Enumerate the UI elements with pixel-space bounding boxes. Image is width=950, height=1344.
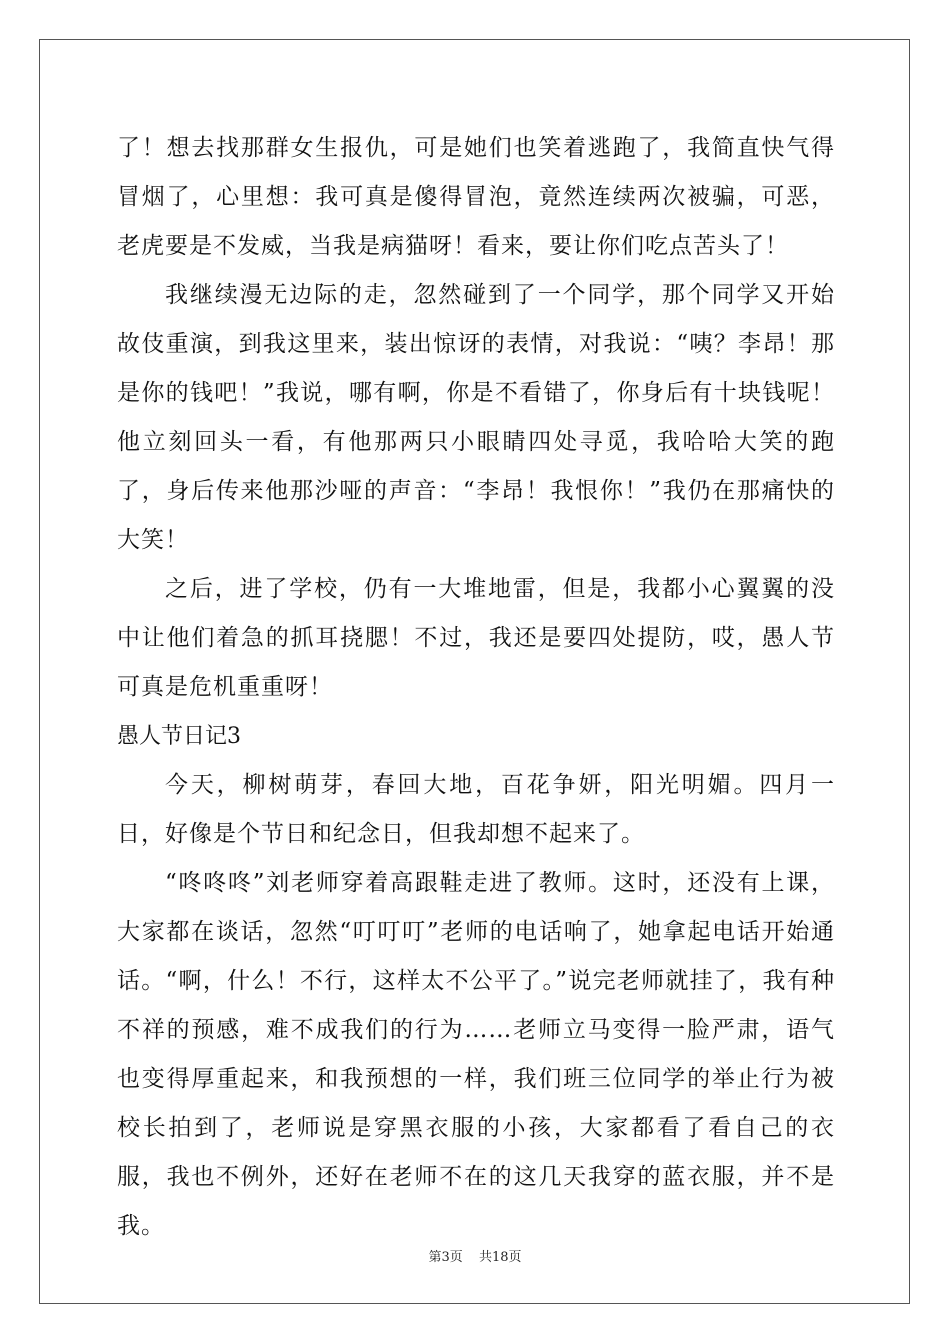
page-number: 第3页 [428, 1250, 463, 1265]
document-body [117, 124, 835, 1251]
section-heading: 愚人节日记3 [117, 724, 241, 749]
page-footer [0, 1246, 950, 1265]
paragraph: 我继续漫无边际的走，忽然碰到了一个同学，那个同学又开始故伎重演，到我这里来，装出惊讶的表情，对我说：“咦？李昂！那是你的钱吧！”我说，哪有啊，你是不看错了，你身后有十块钱呢！他立刻回头一看，有他那两只小眼睛四处寻觅，我哈哈大笑的跑了，身后传来他那沙哑的声音：“李昂！我恨你！”我仍在那痛快的大笑！ [117, 282, 835, 553]
page-total: 共18页 [478, 1250, 522, 1265]
paragraph: 今天，柳树萌芽，春回大地，百花争妍，阳光明媚。四月一日，好像是个节日和纪念日，但我却想不起来了。 [117, 772, 835, 847]
paragraph: “咚咚咚”刘老师穿着高跟鞋走进了教师。这时，还没有上课，大家都在谈话，忽然“叮叮叮”老师的电话响了，她拿起电话开始通话。“啊，什么！不行，这样太不公平了。”说完老师就挂了，我有种不祥的预感，难不成我们的行为……老师立马变得一脸严肃，语气也变得厚重起来，和我预想的一样，我们班三位同学的举止行为被校长拍到了，老师说是穿黑衣服的小孩，大家都看了看自己的衣服，我也不例外，还好在老师不在的这几天我穿的蓝衣服，并不是我。 [117, 870, 835, 1239]
paragraph-continuation: 了！想去找那群女生报仇，可是她们也笑着逃跑了，我简直快气得冒烟了，心里想：我可真是傻得冒泡，竟然连续两次被骗，可恶，老虎要是不发威，当我是病猫呀！看来，要让你们吃点苦头了！ [117, 135, 835, 259]
paragraph: 之后，进了学校，仍有一大堆地雷，但是，我都小心翼翼的没中让他们着急的抓耳挠腮！不过，我还是要四处提防，哎，愚人节可真是危机重重呀！ [117, 576, 835, 700]
